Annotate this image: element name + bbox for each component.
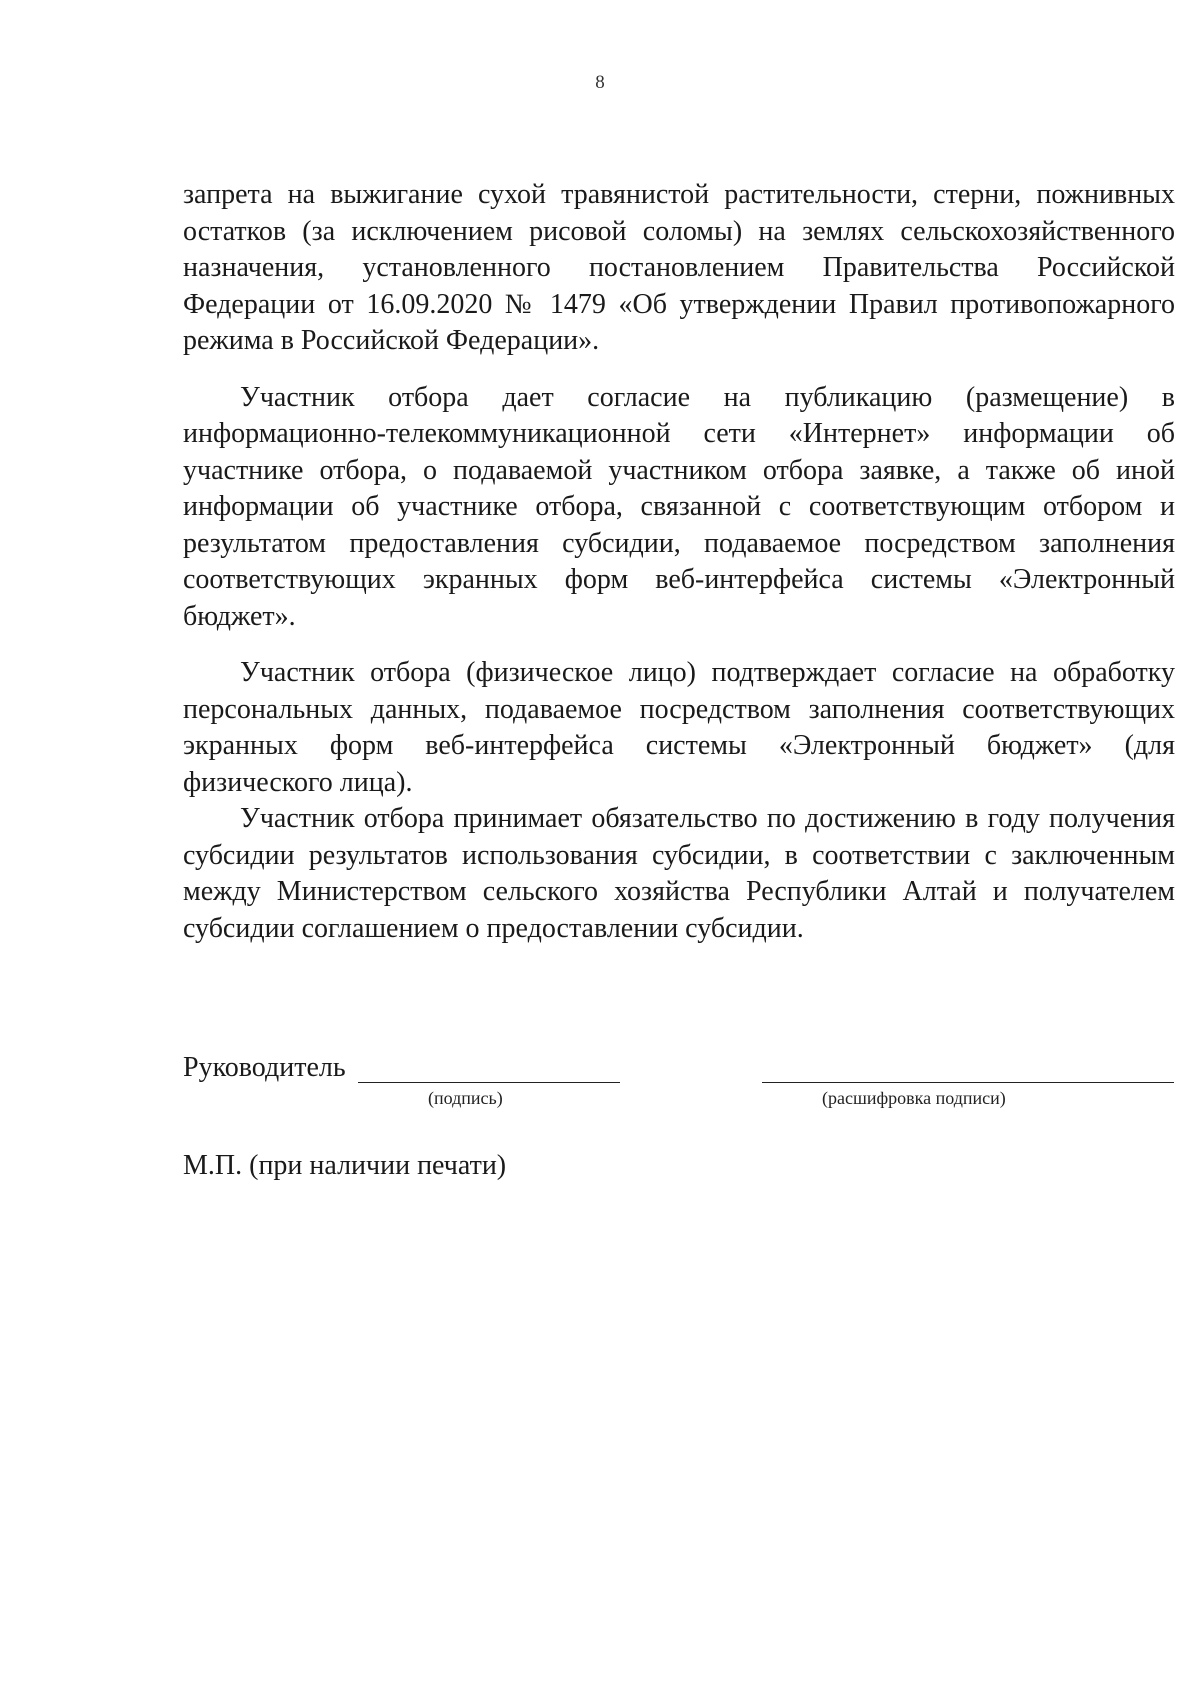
paragraph-obligation: Участник отбора принимает обязательство по достижению в году получения субсидии результатов использования субсидии, в соответствии с заключенным между Министерством сельского хозяйства Республики Алтай и получателем субсидии соглашением о предоставлении субсидии.: [183, 803, 1175, 944]
signature-label: Руководитель: [183, 1052, 346, 1083]
stamp-note: М.П. (при наличии печати): [183, 1150, 507, 1181]
page-number: 8: [595, 72, 605, 93]
paragraph-personal-data-consent: Участник отбора (физическое лицо) подтверждает согласие на обработку персональных данных, подаваемое посредством заполнения соответствующих экранных форм веб-интерфейса системы «Электронный бюджет» (для физического лица).: [183, 657, 1175, 798]
signature-line: [358, 1082, 620, 1083]
signature-decoding-caption: (расшифровка подписи): [822, 1088, 1006, 1108]
paragraph-continuation: запрета на выжигание сухой травянистой растительности, стерни, пожнивных остатков (за исключением рисовой соломы) на землях сельскохозяйственного назначения, установленного постановлением Правительства Российской Федерации от 16.09.2020 № 1479 «Об утверждении Правил противопожарного режима в Российской Федерации».: [183, 179, 1175, 356]
signature-row: [183, 1052, 1175, 1092]
signature-decoding-line: [762, 1082, 1174, 1083]
paragraph-publication-consent: Участник отбора дает согласие на публикацию (размещение) в информационно-телекоммуникационной сети «Интернет» информации об участнике отбора, о подаваемой участником отбора заявке, а также об иной информации об участнике отбора, связанной с соответствующим отбором и результатом предоставления субсидии, подаваемое посредством заполнения соответствующих экранных форм веб-интерфейса системы «Электронный бюджет».: [183, 381, 1175, 632]
document-body: [183, 177, 1175, 947]
signature-caption: (подпись): [428, 1088, 503, 1108]
